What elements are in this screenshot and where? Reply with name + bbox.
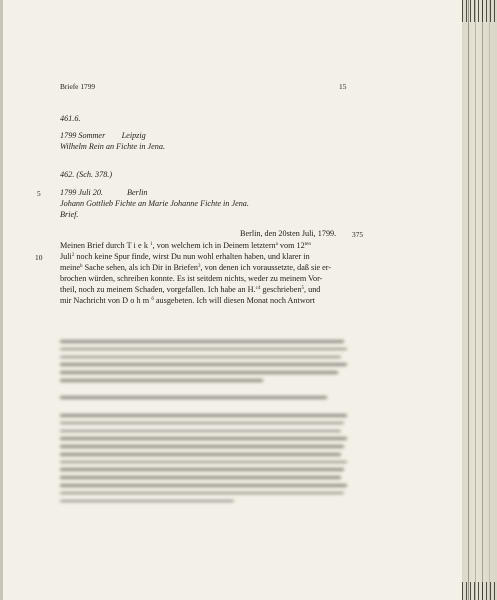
body-line-4: brochen würden, schreiben konnte. Es ist seitdem nichts, weder zu meinem Vor- bbox=[60, 274, 323, 283]
page-number: 15 bbox=[339, 82, 347, 91]
edge-scale-ticks-bottom bbox=[462, 582, 497, 600]
body-line-5: theil, noch zu meinem Schaden, vorgefallen. Ich habe an H.$^{c4}$ geschrieben$^5$, und bbox=[60, 285, 321, 294]
edge-scale-ticks-top bbox=[462, 0, 497, 22]
letter-462-number: 462. (Sch. 378.) bbox=[60, 170, 113, 179]
body-line-3: meine$^b$ Sache sehen, als ich Dir in Briefen$^3$, von denen ich voraussetzte, daß sie er- bbox=[60, 263, 332, 272]
name-tiek: Tiek bbox=[126, 241, 151, 250]
body-line-6: mir Nachricht von Dohm$^6$ ausgebeten. Ich will diesen Monat noch Antwort bbox=[60, 296, 315, 305]
dateline: Berlin, den 20sten Juli, 1799. bbox=[240, 229, 337, 238]
letter-461-date-place: 1799 Sommer Leipzig bbox=[60, 131, 146, 140]
running-title: Briefe 1799 bbox=[60, 82, 96, 91]
letter-461-sender-recipient: Wilhelm Rein an Fichte in Jena. bbox=[60, 142, 166, 151]
letter-461-number: 461.6. bbox=[60, 114, 81, 123]
name-dohm: Dohm bbox=[122, 296, 152, 305]
page-binding-edge bbox=[0, 0, 3, 600]
blurred-footnotes-block-3 bbox=[60, 414, 350, 507]
letter-462-kind: Brief. bbox=[60, 210, 79, 219]
book-edge-line bbox=[468, 0, 469, 600]
body-line-2: Juli$^2$ noch keine Spur finde, wirst Du nun wohl erhalten haben, und klarer in bbox=[60, 252, 310, 261]
body-line-1: Meinen Brief durch Tiek$^1$, von welchem ich in Deinem letztern$^a$ vom $12^{ten}$ bbox=[60, 241, 311, 250]
line-number-5: 5 bbox=[37, 189, 41, 198]
book-edge-line bbox=[489, 0, 490, 600]
blurred-footnotes-block-1 bbox=[60, 340, 350, 387]
letter-462-date: 1799 Juli 20. bbox=[60, 188, 103, 197]
line-number-375: 375 bbox=[352, 230, 364, 239]
blurred-footnotes-block-2 bbox=[60, 396, 350, 404]
line-number-10: 10 bbox=[35, 253, 43, 262]
book-edge-line bbox=[482, 0, 483, 600]
book-edge-line bbox=[475, 0, 476, 600]
letter-462-place: Berlin bbox=[127, 188, 148, 197]
letter-462-sender-recipient: Johann Gottlieb Fichte an Marie Johanne Fichte in Jena. bbox=[60, 199, 249, 208]
